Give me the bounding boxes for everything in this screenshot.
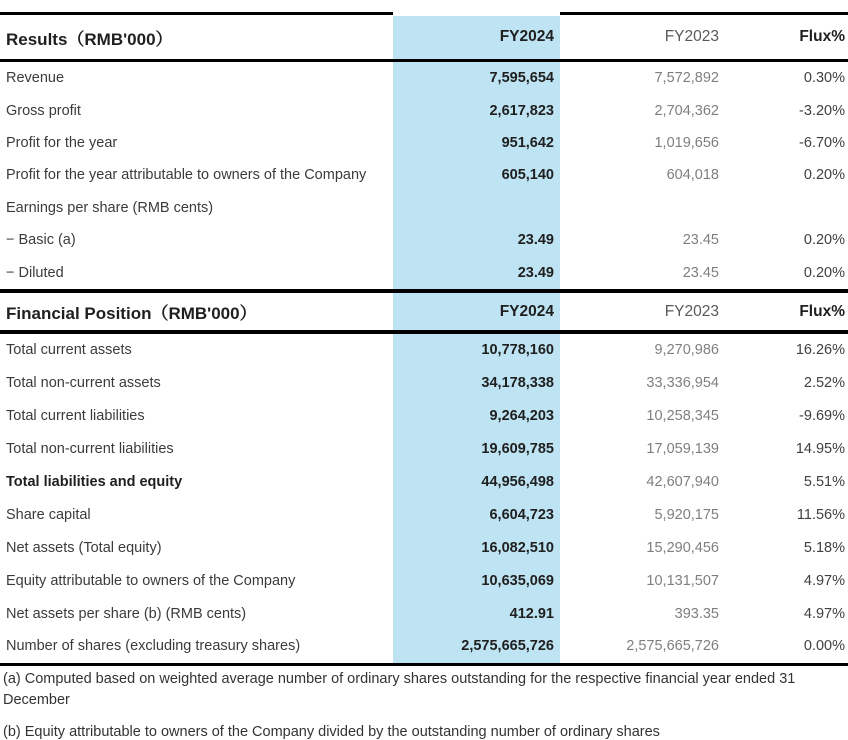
fy2023-value: 17,059,139 (646, 441, 719, 458)
row-label: Share capital (6, 506, 91, 523)
fy2024-value: 2,575,665,726 (461, 638, 554, 655)
row-label: Total current liabilities (6, 408, 145, 425)
table-row (0, 127, 848, 159)
row-label: Total liabilities and equity (6, 474, 183, 490)
fy2023-value: 23.45 (682, 264, 719, 281)
fy2023-value: 604,018 (666, 167, 719, 184)
fy2023-value: 42,607,940 (646, 474, 719, 490)
fy2024-value: 34,178,338 (481, 375, 554, 392)
table-row (0, 62, 848, 94)
row-label: Equity attributable to owners of the Company (6, 572, 296, 589)
fy2024-value: 7,595,654 (489, 70, 554, 87)
fy2024-value: 6,604,723 (489, 506, 554, 523)
fy2023-value: 33,336,954 (646, 375, 719, 392)
footnotes (0, 669, 848, 740)
fy2024-value: 10,635,069 (481, 572, 554, 589)
flux-value: 5.51% (803, 474, 845, 490)
row-label: − Basic (a) (6, 232, 76, 249)
financial-position-section-title: Financial Position（RMB'000） (6, 304, 257, 323)
table-row (0, 433, 848, 466)
column-header-flux: Flux% (799, 302, 845, 320)
table-row (0, 159, 848, 191)
table-row (0, 498, 848, 531)
footnote-a: (a) Computed based on weighted average number of ordinary shares outstanding for the respective financial year ended 31 December (3, 671, 796, 708)
flux-value: 5.18% (803, 539, 845, 556)
fy2023-value: 393.35 (674, 605, 719, 622)
flux-value: 2.52% (803, 375, 845, 392)
row-label: Total non-current liabilities (6, 441, 174, 458)
row-label: Total current assets (6, 342, 132, 359)
footnote-b: (b) Equity attributable to owners of the Company divided by the outstanding number of ordinary shares (3, 724, 660, 740)
table-row (0, 334, 848, 367)
flux-value: -6.70% (799, 134, 845, 151)
fy2023-value: 1,019,656 (654, 134, 719, 151)
fy2024-value: 44,956,498 (481, 474, 554, 490)
flux-value: 0.30% (803, 70, 845, 87)
flux-value: 4.97% (803, 572, 845, 589)
table-row (0, 564, 848, 597)
financial-position-header-row (0, 293, 848, 330)
column-header-flux: Flux% (799, 28, 845, 45)
flux-value: 14.95% (795, 441, 845, 458)
table-row (0, 367, 848, 400)
rule-below-results-header (0, 59, 848, 62)
table-row (0, 256, 848, 288)
flux-value: 0.20% (803, 167, 845, 184)
results-rows (0, 62, 848, 289)
fy2024-value: 10,778,160 (481, 342, 554, 359)
fy2023-value: 5,920,175 (654, 506, 719, 523)
flux-value: 11.56% (796, 506, 845, 523)
fy2024-value: 23.49 (517, 264, 554, 281)
row-label: Total non-current assets (6, 375, 161, 392)
fy2024-value: 2,617,823 (489, 102, 554, 119)
table-row (0, 531, 848, 564)
fy2023-value: 7,572,892 (654, 70, 719, 87)
row-label: Number of shares (excluding treasury shares) (6, 638, 301, 655)
fy2024-value: 412.91 (509, 605, 554, 622)
fy2024-value: 951,642 (501, 134, 554, 151)
table-row (0, 597, 848, 630)
column-header-fy2023: FY2023 (664, 302, 719, 320)
column-header-fy2023: FY2023 (664, 28, 719, 45)
results-section-title: Results（RMB'000） (6, 29, 173, 49)
flux-value: 4.97% (803, 605, 845, 622)
table-row (0, 224, 848, 256)
table-row (0, 94, 848, 126)
column-header-fy2024: FY2024 (499, 302, 554, 320)
flux-value: -9.69% (799, 408, 845, 425)
table-row (0, 630, 848, 663)
fy2024-value: 605,140 (501, 167, 554, 184)
fy2023-value: 23.45 (682, 232, 719, 249)
results-header-row (0, 15, 848, 59)
fy2024-value: 16,082,510 (481, 539, 554, 556)
fy2023-value: 10,258,345 (646, 408, 719, 425)
flux-value: 0.20% (803, 264, 845, 281)
fy2023-value: 2,575,665,726 (626, 638, 719, 655)
flux-value: 16.26% (795, 342, 845, 359)
table-row-total (0, 466, 848, 499)
column-header-fy2024: FY2024 (499, 28, 554, 45)
row-label: Gross profit (6, 102, 81, 119)
rule-top-right-segment (560, 12, 848, 15)
row-label: Net assets (Total equity) (6, 539, 162, 556)
row-label: Net assets per share (b) (RMB cents) (6, 605, 247, 622)
fy2024-value: 19,609,785 (481, 441, 554, 458)
flux-value: -3.20% (799, 102, 845, 119)
rule-bottom (0, 663, 848, 666)
fy2023-value: 10,131,507 (646, 572, 719, 589)
fy2023-value: 9,270,986 (654, 342, 719, 359)
fy2023-value: 15,290,456 (646, 539, 719, 556)
table-row (0, 192, 848, 224)
rule-above-financial-position-header (0, 289, 848, 293)
row-label: Revenue (6, 70, 65, 87)
rule-top-left-segment (0, 12, 393, 15)
row-label: Earnings per share (RMB cents) (6, 199, 214, 216)
row-label: Profit for the year (6, 134, 118, 151)
fy2024-value: 9,264,203 (489, 408, 554, 425)
row-label: Profit for the year attributable to owners of the Company (6, 167, 367, 184)
flux-value: 0.20% (803, 232, 845, 249)
table-row (0, 400, 848, 433)
row-label: − Diluted (6, 264, 64, 281)
rule-below-financial-position-header (0, 330, 848, 334)
fy2023-value: 2,704,362 (654, 102, 719, 119)
financial-position-rows (0, 334, 848, 663)
fy2024-value: 23.49 (517, 232, 554, 249)
flux-value: 0.00% (803, 638, 845, 655)
